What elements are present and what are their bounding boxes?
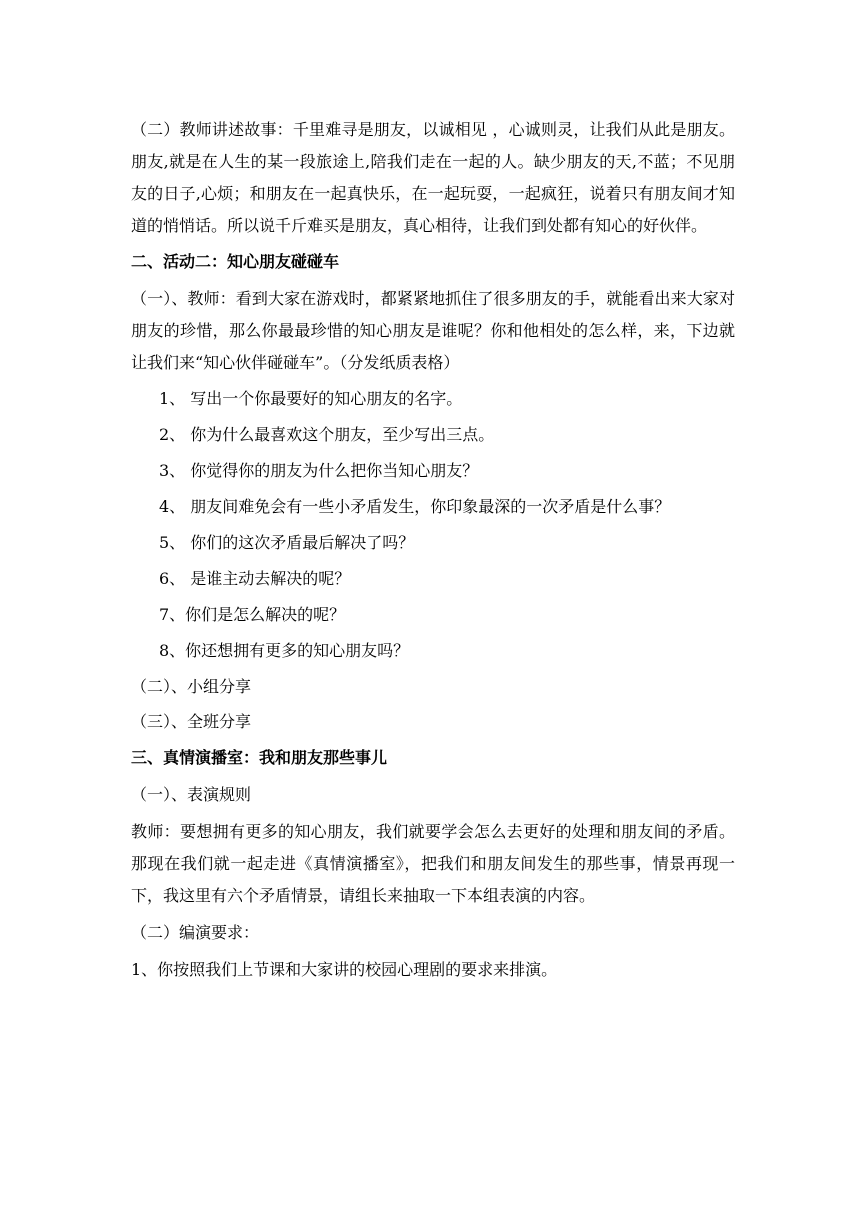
question-item: 4、 朋友间难免会有一些小矛盾发生，你印象最深的一次矛盾是什么事？ <box>159 497 671 516</box>
question-item: 6、 是谁主动去解决的呢？ <box>159 569 351 588</box>
question-list <box>131 383 735 671</box>
question-item: 1、 写出一个你最要好的知心朋友的名字。 <box>159 389 463 408</box>
document-body <box>131 114 735 986</box>
rules-paragraph: 教师：要想拥有更多的知心朋友，我们就要学会怎么去更好的处理和朋友间的矛盾。那现在我们就一起走进《真情演播室》，把我们和朋友间发生的那些事，情景再现一下，我这里有六个矛盾情景，请组长来抽取一下本组表演的内容。 <box>131 822 735 905</box>
question-item: 7、你们是怎么解决的呢？ <box>159 605 346 624</box>
activity2-intro-paragraph: （一）、教师：看到大家在游戏时，都紧紧地抓住了很多朋友的手，就能看出来大家对朋友的珍惜，那么你最最珍惜的知心朋友是谁呢？你和他相处的怎么样，来，下边就让我们来“知心伙伴碰碰车”。（分发纸质表格） <box>131 289 735 372</box>
class-share-line: （三）、全班分享 <box>131 712 252 731</box>
requirements-title: （二）编演要求： <box>131 923 260 942</box>
rules-title: （一）、表演规则 <box>131 785 252 804</box>
question-item: 2、 你为什么最喜欢这个朋友，至少写出三点。 <box>159 425 495 444</box>
group-share-line: （二）、小组分享 <box>131 677 252 696</box>
requirement-item-1: 1、你按照我们上节课和大家讲的校园心理剧的要求来排演。 <box>131 960 558 979</box>
question-item: 3、 你觉得你的朋友为什么把你当知心朋友？ <box>159 461 479 480</box>
activity2-heading: 二、活动二：知心朋友碰碰车 <box>131 252 340 271</box>
question-item: 8、你还想拥有更多的知心朋友吗？ <box>159 641 410 660</box>
story-paragraph: （二）教师讲述故事：千里难寻是朋友，以诚相见 ，心诚则灵，让我们从此是朋友。朋友,就是在人生的某一段旅途上,陪我们走在一起的人。缺少朋友的天,不蓝；不见朋友的日子,心烦；和朋友在一起真快乐，在一起玩耍，一起疯狂，说着只有朋友间才知道的悄悄话。所以说千斤难买是朋友，真心相待，让我们到处都有知心的好伙伴。 <box>131 120 735 235</box>
question-item: 5、 你们的这次矛盾最后解决了吗？ <box>159 533 415 552</box>
activity3-heading: 三、真情演播室：我和朋友那些事儿 <box>131 748 388 767</box>
